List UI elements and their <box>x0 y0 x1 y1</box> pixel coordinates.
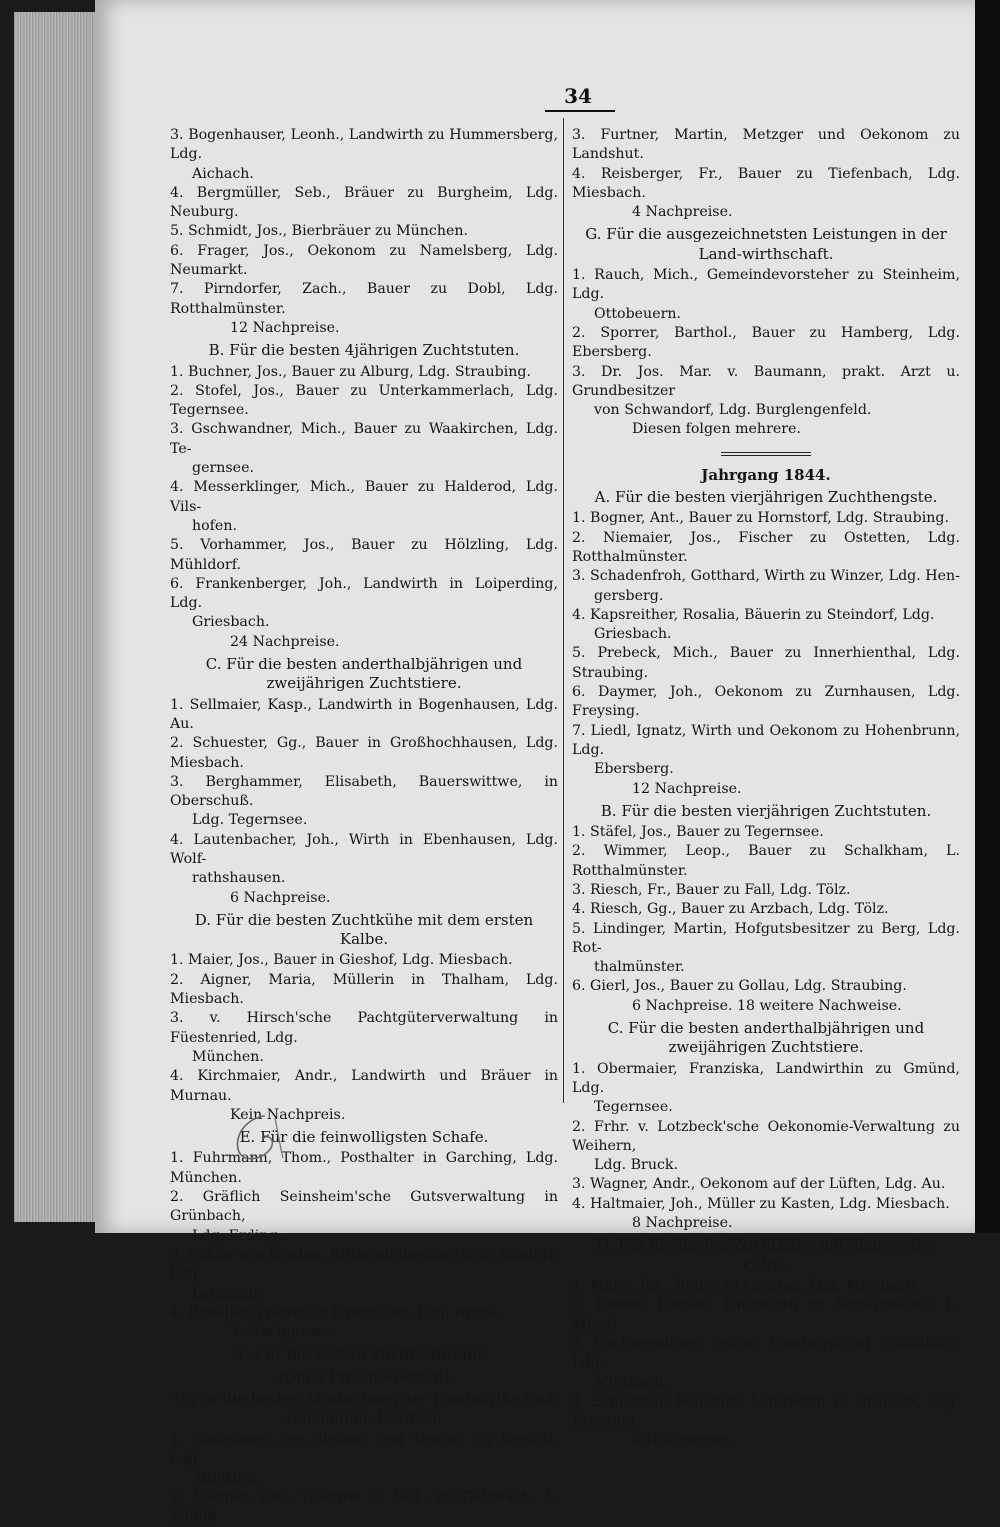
entry-line: Griesbach. <box>192 614 270 631</box>
entry-line: 5. Vorhammer, Jos., Bauer zu Hölzling, Ldg. Mühldorf. <box>170 537 558 573</box>
section-heading: D. Für die besten Zuchtkühe mit dem ersten Kalbe. <box>194 910 534 949</box>
entry-line: 1. Buchner, Jos., Bauer zu Alburg, Ldg. Straubing. <box>170 363 531 380</box>
entry-line: Tegernsee. <box>594 1099 673 1116</box>
entry-line: Altötting. <box>192 1470 260 1487</box>
entry-line: 3. Riesch, Fr., Bauer zu Fall, Ldg. Tölz. <box>572 881 851 898</box>
entry-line: Ldg. Erding. <box>192 1227 283 1244</box>
prize-note: 8 Nachpreise. <box>632 1215 733 1232</box>
entry-line: Griesbach. <box>594 626 672 643</box>
entry-line: 4. Riesch, Gg., Bauer zu Arzbach, Ldg. Tölz. <box>572 901 889 918</box>
entry-line: 4. Roballer, Pfarrer in Egenhofen, Ldg. Bruck. <box>170 1304 502 1321</box>
list-entry <box>572 881 960 900</box>
section-heading: G Für die besten Mastochsen der Landwirthe und Oekonomie-Besitzer. <box>173 1390 555 1428</box>
list-entry <box>170 1488 558 1527</box>
list-entry <box>170 575 558 633</box>
list-entry <box>572 920 960 978</box>
section-heading: A. Für die besten vierjährigen Zuchthengste. <box>594 488 938 507</box>
entry-line: 2. Stöcher, Jos., Tafernw. u. Oek. zu Galnbach, L. Mühld. <box>170 1489 558 1525</box>
entry-line: Ldg. Tegernsee. <box>192 812 308 829</box>
entry-line: 4. Schnitzler, Benedikt, Landwirth zu Grüneck, Ldg. Freysing. <box>572 1393 960 1429</box>
list-entry <box>170 1188 558 1246</box>
list-entry <box>572 1060 960 1118</box>
list-entry <box>572 165 960 204</box>
list-entry <box>170 222 558 241</box>
entry-line: Ldg. Bruck. <box>594 1157 679 1174</box>
list-entry <box>572 1277 960 1296</box>
list-entry <box>572 977 960 996</box>
entry-line: 2. Niemaier, Jos., Fischer zu Ostetten, Ldg. Rotthalmünster. <box>572 529 960 565</box>
entry-line: 3. Dr. Jos. Mar. v. Baumann, prakt. Arzt u. Grundbesitzer <box>572 363 960 399</box>
entry-line: 7. Liedl, Ignatz, Wirth und Oekonom zu Hohenbrunn, Ldg. <box>572 722 960 758</box>
list-entry <box>572 722 960 780</box>
list-entry <box>170 382 558 421</box>
entry-line: 4. Bergmüller, Seb., Bräuer zu Burgheim, Ldg. Neuburg. <box>170 184 558 221</box>
list-entry <box>170 420 558 478</box>
entry-line: thalmünster. <box>594 959 685 976</box>
entry-line: 2. Frhr. v. Lotzbeck'sche Oekonomie-Verwaltung zu Weihern, <box>572 1118 960 1154</box>
entry-line: 6. Daymer, Joh., Oekonom zu Zurnhausen, Ldg. Freysing. <box>572 684 960 720</box>
list-entry <box>572 1335 960 1393</box>
left-column <box>170 126 558 1527</box>
year-heading: Jahrgang 1844. <box>701 465 831 484</box>
entry-line: 2. Stofel, Jos., Bauer zu Unterkammerlach, Ldg. Tegernsee. <box>170 382 558 419</box>
list-entry <box>572 900 960 919</box>
entry-line: Miesbach. <box>594 1374 668 1391</box>
entry-line: 5. Lindinger, Martin, Hofgutsbesitzer zu Berg, Ldg. Rot- <box>572 920 960 956</box>
entry-line: 1. Rauch, Mich., Gemeindevorsteher zu Steinheim, Ldg. <box>572 267 960 303</box>
right-column <box>572 126 960 1451</box>
entry-line: rathshausen. <box>192 870 286 887</box>
list-entry <box>572 823 960 842</box>
entry-line: 1. Sellmaier, Kasp., Landwirth in Bogenhausen, Ldg. Au. <box>170 696 558 732</box>
section-heading: C. Für die besten anderthalbjährigen und zweijährigen Zuchtstiere. <box>607 1019 925 1057</box>
list-entry <box>170 734 558 773</box>
section-heading: E. Für die feinwolligsten Schafe. <box>239 1128 489 1147</box>
prize-note: 24 Nachpreise. <box>230 633 340 650</box>
list-entry <box>170 696 558 735</box>
entry-line: 1. Bogner, Ant., Bauer zu Hornstorf, Ldg. Straubing. <box>572 510 949 527</box>
list-entry <box>170 363 558 382</box>
prize-note: Kein Nachpreis. <box>230 1106 346 1123</box>
entry-line: 2. Rieder, Florian, Landwirth zu Schwibbicher, L. Miesb. <box>572 1297 960 1333</box>
entry-line: 3. Gschwandner, Mich., Bauer zu Waakirchen, Ldg. Te- <box>170 421 558 457</box>
list-entry <box>170 1246 558 1304</box>
list-entry <box>572 1296 960 1335</box>
prize-note: 6 Nachpreise. <box>230 889 331 906</box>
entry-line: von Schwandorf, Ldg. Burglengenfeld. <box>594 402 872 419</box>
prize-note: 8 Nachpreise. <box>632 1432 733 1449</box>
list-entry <box>170 242 558 281</box>
list-entry <box>170 951 558 970</box>
entry-line: 6. Frager, Jos., Oekonom zu Namelsberg, Ldg. Neumarkt. <box>170 242 558 279</box>
entry-line: Ottobeuern. <box>594 305 682 322</box>
list-entry <box>572 567 960 606</box>
entry-line: 2. Gräflich Seinsheim'sche Gutsverwaltung in Grünbach, <box>170 1189 558 1225</box>
entry-line: gernsee. <box>192 460 254 477</box>
page-number-rule <box>545 110 615 112</box>
entry-line: 1. Maier, Jos., Bauer in Gieshof, Ldg. Miesbach. <box>170 952 513 969</box>
list-entry <box>170 536 558 575</box>
entry-line: Aichach. <box>192 165 254 182</box>
prize-note: 12 Nachpreise. <box>632 780 742 797</box>
list-entry <box>170 478 558 536</box>
list-entry <box>572 266 960 324</box>
list-entry <box>170 1067 558 1106</box>
list-entry <box>572 324 960 363</box>
list-entry <box>170 184 558 223</box>
entry-line: 2. Schuester, Gg., Bauer in Großhochhausen, Ldg. Miesbach. <box>170 735 558 771</box>
entry-line: 4. Messerklinger, Mich., Bauer zu Halderod, Ldg. Vils- <box>170 479 558 515</box>
list-entry <box>170 1431 558 1489</box>
section-heading: B. Für die besten vierjährigen Zuchtstuten. <box>600 801 932 820</box>
entry-line: 2. Sporrer, Barthol., Bauer zu Hamberg, Ldg. Ebersberg. <box>572 324 960 361</box>
list-entry <box>572 606 960 645</box>
list-entry <box>170 773 558 831</box>
entry-line: 5. Prebeck, Mich., Bauer zu Innerhienthal, Ldg. Straubing. <box>572 645 960 681</box>
list-entry <box>572 683 960 722</box>
section-heading: C. Für die besten anderthalbjährigen und zweijährigen Zuchtstiere. <box>205 655 523 693</box>
list-entry <box>572 1118 960 1176</box>
section-separator <box>721 452 811 456</box>
entry-line: 1. Fuhrmann, Thom., Posthalter in Garching, Ldg. München. <box>170 1150 558 1186</box>
section-heading: D. Für die besten Zuchtkühe mit dem ersten Kalbe. <box>596 1236 936 1274</box>
entry-line: 4. Kapsreither, Rosalia, Bäuerin zu Steindorf, Ldg. <box>572 606 935 623</box>
entry-line: 4. Lautenbacher, Joh., Wirth in Ebenhausen, Ldg. Wolf- <box>170 831 558 867</box>
entry-line: Ebersberg. <box>594 761 674 778</box>
list-entry <box>170 126 558 184</box>
entry-line: 3. Berghammer, Elisabeth, Bauerswittwe, in Oberschuß. <box>170 773 558 810</box>
entry-line: 1. Obermaier, Franziska, Landwirthin zu Gmünd, Ldg. <box>572 1060 960 1096</box>
list-entry <box>572 1175 960 1194</box>
entry-line: 1. Sedlmaier, Jgn, Bräuer und Oekon. zu Reischl, Ldg. <box>170 1431 558 1467</box>
page-number: 34 <box>564 84 592 108</box>
entry-line: 4. Haltmaier, Joh., Müller zu Kasten, Ldg. Miesbach. <box>572 1195 950 1212</box>
list-entry <box>572 1195 960 1214</box>
entry-line: 1. Stäfel, Jos., Bauer zu Tegernsee. <box>572 824 824 841</box>
entry-line: 3. Schadenfroh, Gotthard, Wirth zu Winzer, Ldg. Hen- <box>572 568 960 585</box>
list-entry <box>170 280 558 319</box>
list-entry <box>170 1009 558 1067</box>
prize-note: Diesen folgen mehrere. <box>632 421 801 438</box>
entry-line: hofen. <box>192 517 237 534</box>
list-entry <box>170 1304 558 1323</box>
section-heading: G. Für die ausgezeichnetsten Leistungen in der Land-wirthschaft. <box>585 225 947 263</box>
prize-note: 2. Nachpreise. <box>230 1324 335 1341</box>
prize-note: 4 Nachpreise. <box>632 204 733 221</box>
list-entry <box>572 126 960 165</box>
list-entry <box>572 363 960 421</box>
entry-line: gersberg. <box>594 587 664 604</box>
entry-line: 3. Furtner, Martin, Metzger und Oekonom zu Landshut. <box>572 127 960 163</box>
entry-line: 2. Wimmer, Leop., Bauer zu Schalkham, L. Rotthalmünster. <box>572 843 960 879</box>
entry-line: 3. Gschwendtner, Quirin, Landwirth zu Schaftlach, Ldg. <box>572 1335 960 1372</box>
section-heading: F. Für die besten Zuchtschweine. <box>237 1345 491 1364</box>
entry-line: 3. Gräfin von Leyden, Rittergutsbesitzerin in Achdorf, Ldg. <box>170 1246 558 1283</box>
entry-line: 3. v. Hirsch'sche Pachtgüterverwaltung in Füestenried, Ldg. <box>170 1010 558 1046</box>
entry-line: 2. Aigner, Maria, Müllerin in Thalham, Ldg. Miesbach. <box>170 971 558 1008</box>
entry-line: 4. Reisberger, Fr., Bauer zu Tiefenbach, Ldg. Miesbach. <box>572 165 960 201</box>
column-divider <box>563 118 564 1103</box>
prize-note: 12 Nachpreise. <box>230 319 340 336</box>
list-entry <box>170 971 558 1010</box>
section-heading: (Ohne Preisbewerber.) <box>278 1367 450 1386</box>
entry-line: 3. Wagner, Andr., Oekonom auf der Lüften, Ldg. Au. <box>572 1176 946 1193</box>
section-heading: B. Für die besten 4jährigen Zuchtstuten. <box>208 341 520 360</box>
entry-line: 7. Pirndorfer, Zach., Bauer zu Dobl, Ldg. Rotthalmünster. <box>170 281 558 317</box>
handwritten-mark <box>225 1108 295 1168</box>
entry-line: 4. Kirchmaier, Andr., Landwirth und Bräuer in Murnau. <box>170 1068 558 1104</box>
list-entry <box>572 644 960 683</box>
entry-line: 6. Gierl, Jos., Bauer zu Gollau, Ldg. Straubing. <box>572 978 907 995</box>
entry-line: 1. Maier, Jos., Bauer zu Gießhof, Ldg. Miesbach. <box>572 1277 920 1294</box>
list-entry <box>572 1393 960 1432</box>
entry-line: 6. Frankenberger, Joh., Landwirth in Loiperding, Ldg. <box>170 575 558 612</box>
list-entry <box>572 509 960 528</box>
prize-note: 6 Nachpreise. 18 weitere Nachweise. <box>632 997 902 1014</box>
list-entry <box>572 842 960 881</box>
entry-line: 3. Bogenhauser, Leonh., Landwirth zu Hummersberg, Ldg. <box>170 127 558 163</box>
list-entry <box>170 831 558 889</box>
entry-line: 5. Schmidt, Jos., Bierbräuer zu München. <box>170 223 469 240</box>
list-entry <box>572 529 960 568</box>
entry-line: Landshut. <box>192 1285 264 1302</box>
page-shadow <box>975 0 1000 1233</box>
entry-line: München. <box>192 1048 264 1065</box>
